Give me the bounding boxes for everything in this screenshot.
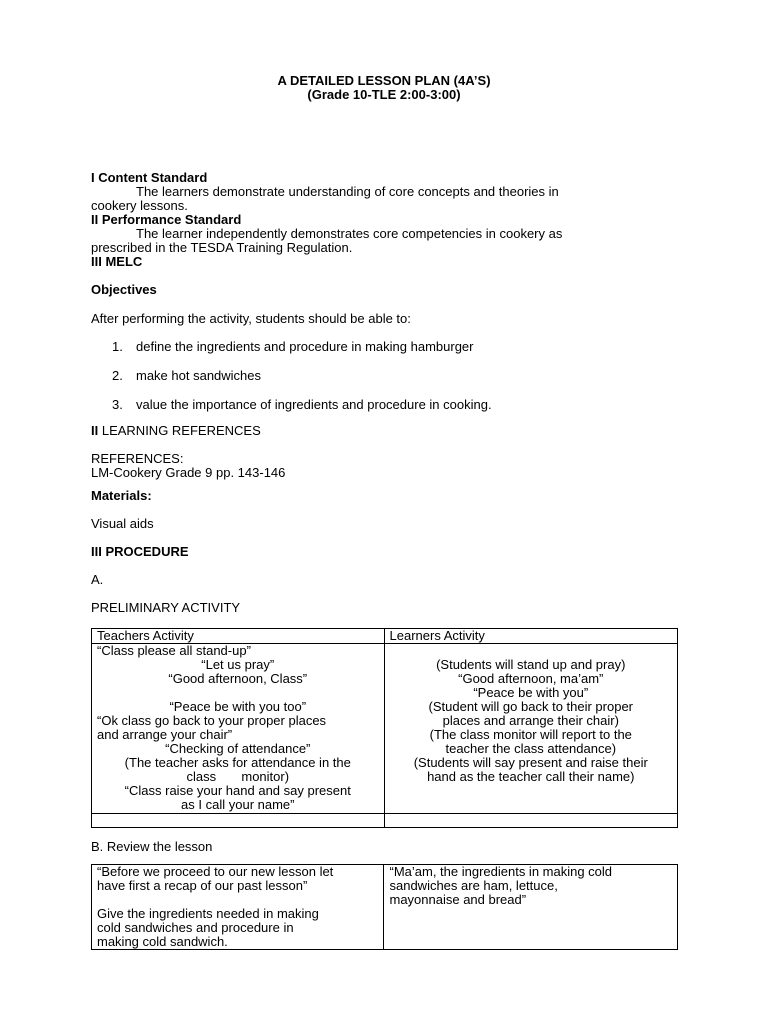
empty-cell (384, 814, 677, 828)
spacer (390, 644, 672, 658)
review-heading: B. Review the lesson (91, 839, 213, 854)
review-learner-line: “Ma’am, the ingredients in making cold (389, 864, 613, 879)
table-row (92, 865, 678, 950)
teacher-line: “Class raise your hand and say present (124, 783, 351, 798)
learner-line: (Students will stand up and pray) (436, 657, 626, 672)
table-header-row (92, 629, 678, 644)
learners-activity-header: Learners Activity (384, 629, 677, 644)
table-row (92, 814, 678, 828)
spacer (97, 686, 379, 700)
teachers-activity-header: Teachers Activity (92, 629, 385, 644)
teacher-line: (The teacher asks for attendance in the (124, 755, 351, 770)
teacher-line: “Good afternoon, Class” (168, 671, 308, 686)
table-row (92, 644, 678, 814)
learner-line: “Good afternoon, ma’am” (458, 671, 604, 686)
objective-number: 2. (112, 368, 123, 383)
teacher-review-cell (92, 865, 384, 950)
objectives-heading: Objectives (91, 282, 157, 297)
review-teacher-line: cold sandwiches and procedure in (97, 920, 294, 935)
learner-line: hand as the teacher call their name) (427, 769, 635, 784)
teacher-line: “Ok class go back to your proper places (97, 713, 327, 728)
review-table (91, 864, 678, 950)
objective-item (112, 368, 261, 383)
learning-references-prefix: II (91, 423, 99, 438)
preliminary-activity-heading: PRELIMINARY ACTIVITY (91, 600, 241, 615)
procedure-label-a: A. (91, 572, 104, 587)
content-standard-line2: cookery lessons. (91, 198, 188, 213)
review-learner-line: mayonnaise and bread” (389, 892, 527, 907)
performance-standard-line1: The learner independently demonstrates core competencies in cookery as (136, 226, 563, 241)
teacher-line: and arrange your chair” (97, 727, 233, 742)
spacer (97, 893, 378, 907)
teacher-line: class monitor) (186, 769, 290, 784)
learner-line: places and arrange their chair) (442, 713, 619, 728)
learning-references-title: LEARNING REFERENCES (98, 423, 261, 438)
references-label: REFERENCES: (91, 451, 184, 466)
materials-value: Visual aids (91, 516, 154, 531)
objective-text: make hot sandwiches (136, 368, 262, 383)
objective-item (112, 339, 474, 354)
content-standard-heading: I Content Standard (91, 170, 208, 185)
lesson-plan-subtitle: (Grade 10-TLE 2:00-3:00) (307, 87, 461, 102)
references-value: LM-Cookery Grade 9 pp. 143-146 (91, 465, 286, 480)
review-learner-line: sandwiches are ham, lettuce, (389, 878, 558, 893)
materials-heading: Materials: (91, 488, 152, 503)
teacher-activity-cell (92, 644, 385, 814)
review-teacher-line: “Before we proceed to our new lesson let (97, 864, 334, 879)
learner-line: (The class monitor will report to the (429, 727, 632, 742)
learner-line: (Students will say present and raise their (413, 755, 648, 770)
learner-line: teacher the class attendance) (445, 741, 617, 756)
objective-text: define the ingredients and procedure in making hamburger (136, 339, 474, 354)
empty-cell (92, 814, 385, 828)
procedure-heading: III PROCEDURE (91, 544, 189, 559)
melc-heading: III MELC (91, 254, 143, 269)
content-standard-line1: The learners demonstrate understanding of core concepts and theories in (136, 184, 559, 199)
review-teacher-line: Give the ingredients needed in making (97, 906, 319, 921)
learner-activity-cell (384, 644, 677, 814)
objective-number: 3. (112, 397, 123, 412)
performance-standard-heading: II Performance Standard (91, 212, 242, 227)
lesson-plan-title: A DETAILED LESSON PLAN (4A’S) (277, 73, 491, 88)
teacher-line: “Class please all stand-up” (97, 643, 251, 658)
performance-standard-line2: prescribed in the TESDA Training Regulation. (91, 240, 353, 255)
preliminary-activity-table (91, 628, 678, 828)
review-teacher-line: making cold sandwich. (97, 934, 228, 949)
teacher-line: as I call your name” (181, 797, 295, 812)
teacher-line: “Peace be with you too” (169, 699, 307, 714)
learning-references-heading (91, 424, 261, 438)
objective-number: 1. (112, 339, 123, 354)
learner-review-cell (384, 865, 678, 950)
teacher-line: “Checking of attendance” (165, 741, 311, 756)
teacher-line: “Let us pray” (201, 657, 275, 672)
review-teacher-line: have first a recap of our past lesson” (97, 878, 308, 893)
learner-line: “Peace be with you” (473, 685, 589, 700)
objective-item (112, 397, 492, 412)
learner-line: (Student will go back to their proper (428, 699, 634, 714)
objective-text: value the importance of ingredients and procedure in cooking. (136, 397, 492, 412)
objectives-intro: After performing the activity, students should be able to: (91, 311, 411, 326)
